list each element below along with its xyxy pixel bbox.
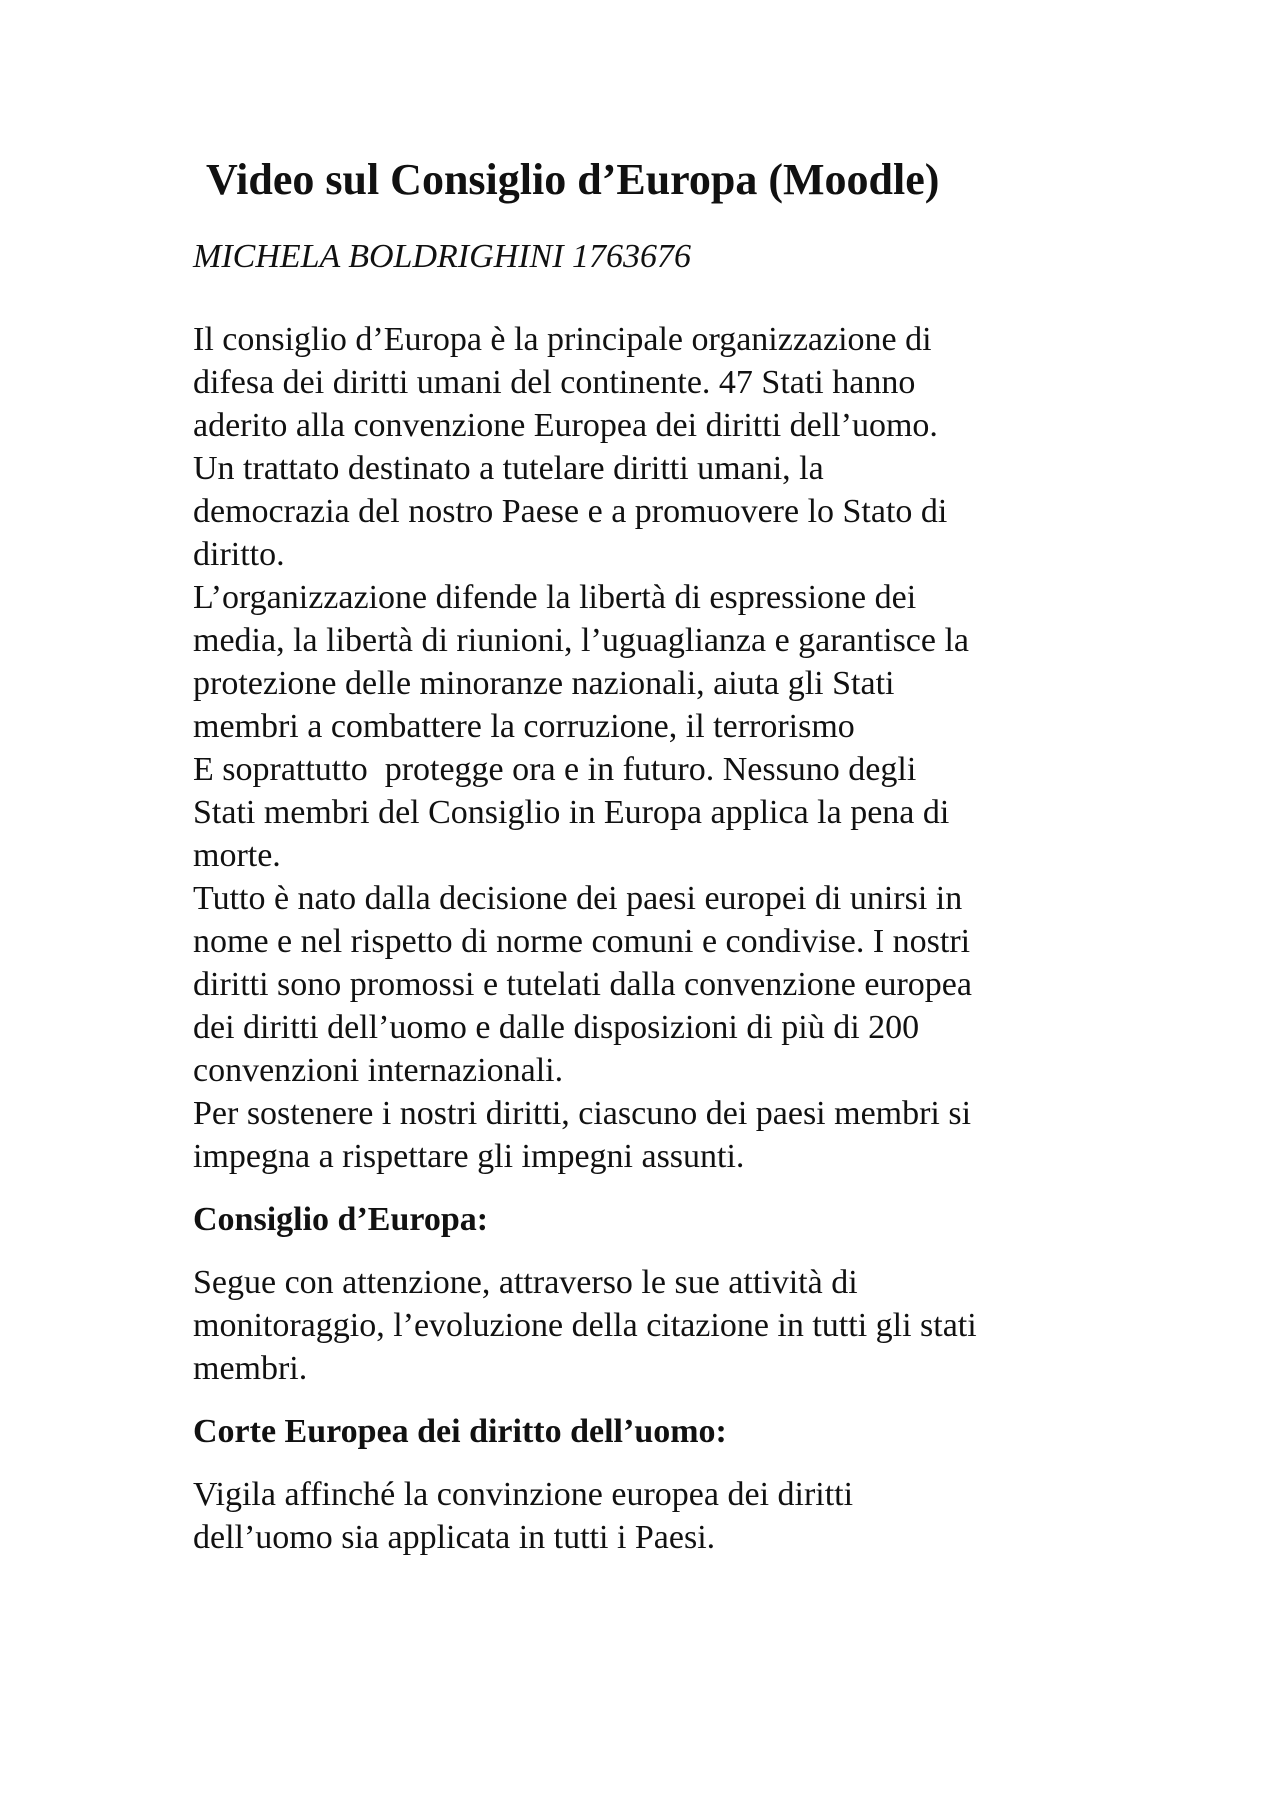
text-line: impegna a rispettare gli impegni assunti. <box>193 1138 745 1175</box>
text-line: Vigila affinché la convinzione europea dei diritti <box>193 1476 854 1513</box>
section-text-corte <box>193 1473 1113 1559</box>
text-line: morte. <box>193 837 281 874</box>
text-line: aderito alla convenzione Europea dei diritti dell’uomo. <box>193 407 938 444</box>
text-line: protezione delle minoranze nazionali, aiuta gli Stati <box>193 665 895 702</box>
text-line: media, la libertà di riunioni, l’uguaglianza e garantisce la <box>193 622 970 659</box>
text-line: Un trattato destinato a tutelare diritti umani, la <box>193 450 824 487</box>
main-paragraph <box>193 318 1113 1178</box>
text-line: monitoraggio, l’evoluzione della citazione in tutti gli stati <box>193 1307 977 1344</box>
text-line: nome e nel rispetto di norme comuni e condivise. I nostri <box>193 923 971 960</box>
text-line: Segue con attenzione, attraverso le sue attività di <box>193 1264 858 1301</box>
text-line: difesa dei diritti umani del continente. 47 Stati hanno <box>193 364 916 401</box>
section-text-consiglio <box>193 1261 1113 1390</box>
text-line: Per sostenere i nostri diritti, ciascuno dei paesi membri si <box>193 1095 972 1132</box>
text-line: dei diritti dell’uomo e dalle disposizioni di più di 200 <box>193 1009 920 1046</box>
page-title: Video sul Consiglio d’Europa (Moodle) <box>206 155 940 204</box>
text-line: E soprattutto protegge ora e in futuro. Nessuno degli <box>193 751 917 788</box>
text-line: dell’uomo sia applicata in tutti i Paesi. <box>193 1519 716 1556</box>
author-line: MICHELA BOLDRIGHINI 1763676 <box>193 238 692 275</box>
text-line: membri a combattere la corruzione, il terrorismo <box>193 708 855 745</box>
section-heading-corte: Corte Europea dei diritto dell’uomo: <box>193 1413 727 1450</box>
text-line: diritti sono promossi e tutelati dalla convenzione europea <box>193 966 972 1003</box>
text-line: convenzioni internazionali. <box>193 1052 564 1089</box>
text-line: Il consiglio d’Europa è la principale organizzazione di <box>193 321 932 358</box>
document-page <box>193 140 1113 1559</box>
text-line: diritto. <box>193 536 285 573</box>
text-line: democrazia del nostro Paese e a promuovere lo Stato di <box>193 493 948 530</box>
section-heading-consiglio: Consiglio d’Europa: <box>193 1201 489 1238</box>
text-line: L’organizzazione difende la libertà di espressione dei <box>193 579 917 616</box>
text-line: Tutto è nato dalla decisione dei paesi europei di unirsi in <box>193 880 963 917</box>
text-line: membri. <box>193 1350 308 1387</box>
text-line: Stati membri del Consiglio in Europa applica la pena di <box>193 794 950 831</box>
